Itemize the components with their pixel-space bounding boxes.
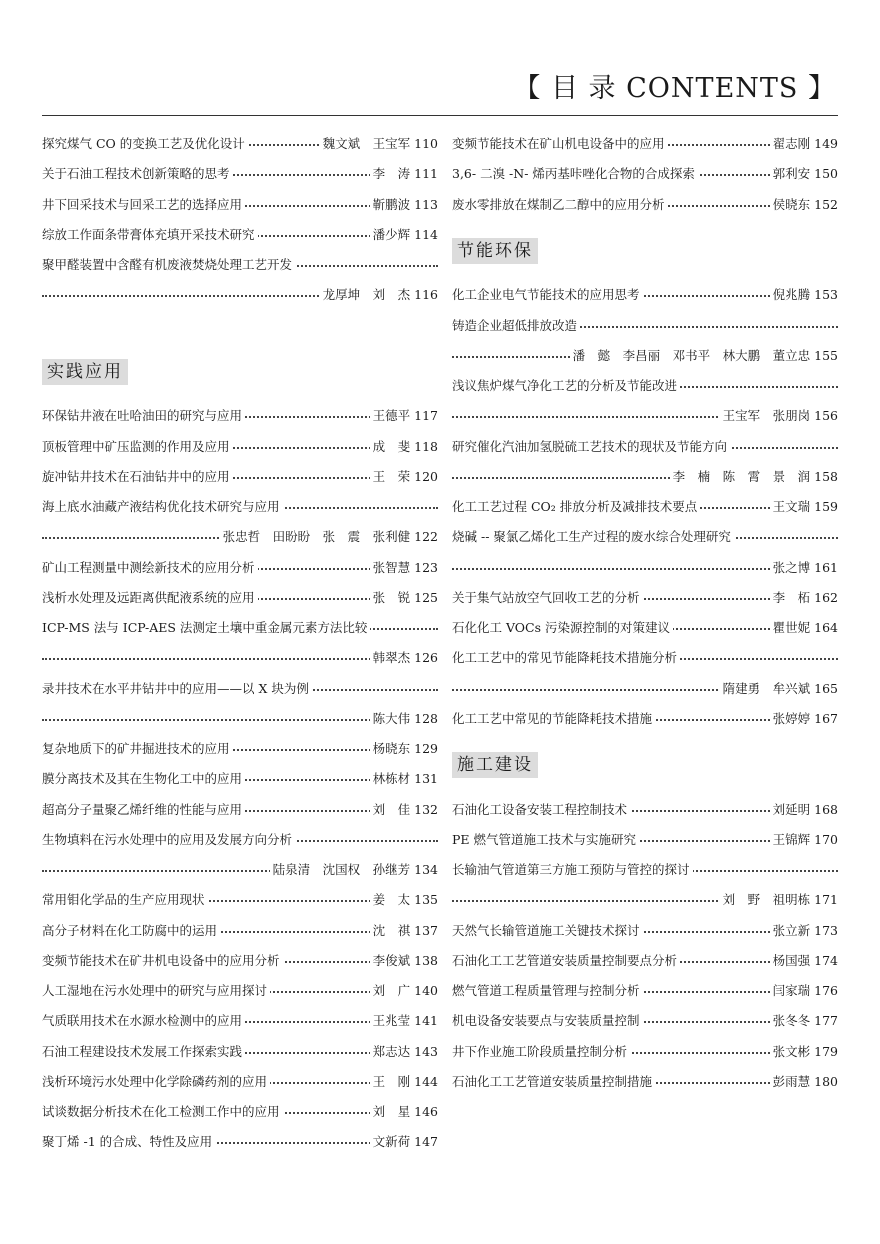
toc-entry[interactable] bbox=[452, 371, 838, 401]
toc-entry[interactable] bbox=[452, 674, 838, 704]
section-heading bbox=[42, 341, 438, 402]
entry-title: 矿山工程测量中测绘新技术的应用分析 bbox=[42, 553, 258, 583]
entry-title: 井下回采技术与回采工艺的选择应用 bbox=[42, 190, 245, 220]
entry-author-page: 倪兆腾 153 bbox=[770, 280, 838, 310]
toc-entry[interactable] bbox=[42, 704, 438, 734]
entry-author-page: 王 刚 144 bbox=[370, 1067, 438, 1097]
entry-author-page: 靳鹏波 113 bbox=[370, 190, 438, 220]
entry-author-page: 张之博 161 bbox=[770, 553, 838, 583]
entry-title: 石油化工工艺管道安装质量控制要点分析 bbox=[452, 946, 680, 976]
entry-title: 变频节能技术在矿山机电设备中的应用 bbox=[452, 129, 668, 159]
toc-entry[interactable] bbox=[452, 946, 838, 976]
toc-entry[interactable] bbox=[42, 855, 438, 885]
entry-author-page: 李俊斌 138 bbox=[370, 946, 438, 976]
entry-author-page: 刘延明 168 bbox=[770, 795, 838, 825]
entry-title: 铸造企业超低排放改造 bbox=[452, 311, 580, 341]
toc-entry[interactable] bbox=[42, 976, 438, 1006]
toc-entry[interactable] bbox=[42, 674, 438, 704]
entry-title: 化工工艺中的常见节能降耗技术措施分析 bbox=[452, 643, 680, 673]
toc-entry[interactable] bbox=[452, 492, 838, 522]
entry-author-page: 魏文斌 王宝军 110 bbox=[320, 129, 438, 159]
entry-title: 海上底水油藏产液结构优化技术研究与应用 bbox=[42, 492, 283, 522]
entry-title: 天然气长输管道施工关键技术探讨 bbox=[452, 916, 643, 946]
toc-entry[interactable] bbox=[42, 220, 438, 250]
entry-author-page: 陈大伟 128 bbox=[370, 704, 438, 734]
entry-title: 长输油气管道第三方施工预防与管控的探讨 bbox=[452, 855, 693, 885]
toc-entry[interactable] bbox=[42, 734, 438, 764]
toc-entry[interactable] bbox=[452, 1006, 838, 1036]
toc-entry[interactable] bbox=[452, 553, 838, 583]
entry-title: 气质联用技术在水源水检测中的应用 bbox=[42, 1006, 245, 1036]
entry-author-page: 瞿世妮 164 bbox=[770, 613, 838, 643]
toc-entry[interactable] bbox=[452, 976, 838, 1006]
entry-title: 试谈数据分析技术在化工检测工作中的应用 bbox=[42, 1097, 283, 1127]
toc-entry[interactable] bbox=[452, 311, 838, 341]
entry-author-page: 张 锐 125 bbox=[370, 583, 438, 613]
entry-title: 超高分子量聚乙烯纤维的性能与应用 bbox=[42, 795, 245, 825]
toc-entry[interactable] bbox=[452, 855, 838, 885]
entry-author-page: 郑志达 143 bbox=[370, 1037, 438, 1067]
entry-author-page: 张智慧 123 bbox=[370, 553, 438, 583]
toc-entry[interactable] bbox=[452, 432, 838, 462]
entry-title: 环保钻井液在吐哈油田的研究与应用 bbox=[42, 401, 245, 431]
toc-entry[interactable] bbox=[42, 401, 438, 431]
toc-entry[interactable] bbox=[452, 916, 838, 946]
entry-author-page: 刘 野 祖明栋 171 bbox=[720, 885, 838, 915]
toc-entry[interactable] bbox=[42, 159, 438, 189]
entry-author-page: 王文瑞 159 bbox=[770, 492, 838, 522]
toc-entry[interactable] bbox=[42, 190, 438, 220]
entry-title: 化工工艺中常见的节能降耗技术措施 bbox=[452, 704, 655, 734]
toc-entry[interactable] bbox=[452, 704, 838, 734]
entry-title: 常用钼化学品的生产应用现状 bbox=[42, 885, 208, 915]
entry-title: 浅析水处理及远距离供配液系统的应用 bbox=[42, 583, 258, 613]
entry-title: 聚丁烯 -1 的合成、特性及应用 bbox=[42, 1127, 215, 1157]
toc-entry[interactable] bbox=[42, 492, 438, 522]
toc-entry[interactable] bbox=[452, 613, 838, 643]
toc-entry[interactable] bbox=[452, 159, 838, 189]
toc-entry[interactable] bbox=[452, 462, 838, 492]
entry-author-page: 张忠哲 田盼盼 张 震 张利健 122 bbox=[220, 522, 438, 552]
toc-entry[interactable] bbox=[42, 583, 438, 613]
toc-entry[interactable] bbox=[42, 462, 438, 492]
toc-column-right bbox=[452, 129, 838, 1097]
toc-entry[interactable] bbox=[42, 1037, 438, 1067]
toc-entry[interactable] bbox=[452, 190, 838, 220]
entry-title: 浅析环境污水处理中化学除磷药剂的应用 bbox=[42, 1067, 270, 1097]
toc-entry[interactable] bbox=[452, 885, 838, 915]
entry-author-page: 侯晓东 152 bbox=[770, 190, 838, 220]
toc-entry[interactable] bbox=[452, 795, 838, 825]
entry-title: 复杂地质下的矿井掘进技术的应用 bbox=[42, 734, 233, 764]
section-label: 施工建设 bbox=[452, 752, 538, 778]
entry-author-page: 姜 太 135 bbox=[370, 885, 438, 915]
toc-entry[interactable] bbox=[42, 916, 438, 946]
entry-author-page: 陆泉清 沈国权 孙继芳 134 bbox=[270, 855, 438, 885]
toc-entry[interactable] bbox=[452, 280, 838, 310]
toc-entry[interactable] bbox=[42, 1127, 438, 1157]
entry-title: 聚甲醛装置中含醛有机废液焚烧处理工艺开发 bbox=[42, 250, 295, 280]
entry-title: 石油工程建设技术发展工作探索实践 bbox=[42, 1037, 245, 1067]
entry-author-page: 韩翠杰 126 bbox=[370, 643, 438, 673]
toc-entry[interactable] bbox=[452, 583, 838, 613]
toc-entry[interactable] bbox=[42, 1067, 438, 1097]
entry-author-page: 王德平 117 bbox=[370, 401, 438, 431]
entry-author-page: 李 涛 111 bbox=[370, 159, 438, 189]
entry-author-page: 闫家瑞 176 bbox=[770, 976, 838, 1006]
toc-entry[interactable] bbox=[452, 1037, 838, 1067]
entry-title: 3,6- 二溴 -N- 烯丙基咔唑化合物的合成探索 bbox=[452, 159, 698, 189]
entry-author-page: 隋建勇 牟兴斌 165 bbox=[720, 674, 838, 704]
section-heading bbox=[452, 220, 838, 281]
entry-title: 膜分离技术及其在生物化工中的应用 bbox=[42, 764, 245, 794]
toc-entry[interactable] bbox=[452, 341, 838, 371]
toc-entry[interactable] bbox=[42, 553, 438, 583]
entry-title: 研究催化汽油加氢脱硫工艺技术的现状及节能方向 bbox=[452, 432, 730, 462]
toc-entry[interactable] bbox=[42, 795, 438, 825]
toc-entry[interactable] bbox=[42, 946, 438, 976]
entry-author-page: 张立新 173 bbox=[770, 916, 838, 946]
entry-title: 生物填料在污水处理中的应用及发展方向分析 bbox=[42, 825, 295, 855]
entry-title: 旋冲钻井技术在石油钻井中的应用 bbox=[42, 462, 233, 492]
toc-entry[interactable] bbox=[42, 432, 438, 462]
entry-author-page: 杨国强 174 bbox=[770, 946, 838, 976]
entry-title: 化工工艺过程 CO₂ 排放分析及减排技术要点 bbox=[452, 492, 700, 522]
entry-title: 高分子材料在化工防腐中的运用 bbox=[42, 916, 220, 946]
entry-author-page: 张冬冬 177 bbox=[770, 1006, 838, 1036]
section-label: 节能环保 bbox=[452, 238, 538, 264]
entry-author-page: 龙厚坤 刘 杰 116 bbox=[320, 280, 438, 310]
entry-author-page: 王宝军 张朋岗 156 bbox=[720, 401, 838, 431]
entry-title: 顶板管理中矿压监测的作用及应用 bbox=[42, 432, 233, 462]
toc-entry[interactable] bbox=[42, 522, 438, 552]
toc-entry[interactable] bbox=[452, 129, 838, 159]
entry-author-page: 王 荣 120 bbox=[370, 462, 438, 492]
entry-author-page: 王锦辉 170 bbox=[770, 825, 838, 855]
entry-author-page: 刘 佳 132 bbox=[370, 795, 438, 825]
entry-title: 燃气管道工程质量管理与控制分析 bbox=[452, 976, 643, 1006]
toc-entry[interactable] bbox=[452, 825, 838, 855]
entry-title: 废水零排放在煤制乙二醇中的应用分析 bbox=[452, 190, 668, 220]
toc-entry[interactable] bbox=[42, 280, 438, 310]
entry-author-page: 张文彬 179 bbox=[770, 1037, 838, 1067]
entry-title: 石化化工 VOCs 污染源控制的对策建议 bbox=[452, 613, 673, 643]
toc-entry[interactable] bbox=[42, 1006, 438, 1036]
entry-author-page: 翟志刚 149 bbox=[770, 129, 838, 159]
contents-heading: 【 目 录 CONTENTS 】 bbox=[513, 73, 836, 104]
entry-author-page: 张婷婷 167 bbox=[770, 704, 838, 734]
toc-entry[interactable] bbox=[452, 643, 838, 673]
entry-title: ICP-MS 法与 ICP-AES 法测定土壤中重金属元素方法比较 bbox=[42, 613, 370, 643]
entry-title: 关于石油工程技术创新策略的思考 bbox=[42, 159, 233, 189]
header-rule bbox=[42, 115, 838, 116]
toc-entry[interactable] bbox=[42, 250, 438, 280]
entry-title: 关于集气站放空气回收工艺的分析 bbox=[452, 583, 643, 613]
entry-author-page: 刘 星 146 bbox=[370, 1097, 438, 1127]
entry-title: 机电设备安装要点与安装质量控制 bbox=[452, 1006, 643, 1036]
entry-title: 录井技术在水平井钻井中的应用——以 X 块为例 bbox=[42, 674, 312, 704]
toc-entry[interactable] bbox=[42, 129, 438, 159]
entry-title: 烧碱 -- 聚氯乙烯化工生产过程的废水综合处理研究 bbox=[452, 522, 734, 552]
toc-entry[interactable] bbox=[42, 613, 438, 643]
entry-author-page: 郭利安 150 bbox=[770, 159, 838, 189]
section-label: 实践应用 bbox=[42, 359, 128, 385]
entry-title: 人工湿地在污水处理中的研究与应用探讨 bbox=[42, 976, 270, 1006]
entry-title: 浅议焦炉煤气净化工艺的分析及节能改进 bbox=[452, 371, 680, 401]
spacer bbox=[42, 311, 438, 341]
entry-author-page: 王兆莹 141 bbox=[370, 1006, 438, 1036]
entry-author-page: 潘 懿 李昌丽 邓书平 林大鹏 董立忠 155 bbox=[570, 341, 838, 371]
entry-author-page: 潘少辉 114 bbox=[370, 220, 438, 250]
entry-title: PE 燃气管道施工技术与实施研究 bbox=[452, 825, 639, 855]
entry-author-page: 李 柘 162 bbox=[770, 583, 838, 613]
entry-author-page: 林栋材 131 bbox=[370, 764, 438, 794]
toc-entry[interactable] bbox=[42, 885, 438, 915]
section-heading bbox=[452, 734, 838, 795]
entry-author-page: 彭雨慧 180 bbox=[770, 1067, 838, 1097]
entry-author-page: 文新荷 147 bbox=[370, 1127, 438, 1157]
entry-title: 探究煤气 CO 的变换工艺及优化设计 bbox=[42, 129, 248, 159]
entry-title: 井下作业施工阶段质量控制分析 bbox=[452, 1037, 630, 1067]
entry-title: 石油化工工艺管道安装质量控制措施 bbox=[452, 1067, 655, 1097]
entry-author-page: 成 斐 118 bbox=[370, 432, 438, 462]
toc-column-left bbox=[42, 129, 438, 1158]
entry-title: 综放工作面条带膏体充填开采技术研究 bbox=[42, 220, 258, 250]
entry-author-page: 刘 广 140 bbox=[370, 976, 438, 1006]
toc-entry[interactable] bbox=[42, 1097, 438, 1127]
toc-entry[interactable] bbox=[42, 764, 438, 794]
entry-author-page: 杨晓东 129 bbox=[370, 734, 438, 764]
entry-author-page: 沈 祺 137 bbox=[370, 916, 438, 946]
entry-title: 变频节能技术在矿井机电设备中的应用分析 bbox=[42, 946, 283, 976]
entry-title: 化工企业电气节能技术的应用思考 bbox=[452, 280, 643, 310]
toc-entry[interactable] bbox=[452, 401, 838, 431]
toc-entry[interactable] bbox=[42, 643, 438, 673]
entry-author-page: 李 楠 陈 霄 景 润 158 bbox=[670, 462, 838, 492]
toc-entry[interactable] bbox=[452, 1067, 838, 1097]
entry-title: 石油化工设备安装工程控制技术 bbox=[452, 795, 630, 825]
toc-entry[interactable] bbox=[452, 522, 838, 552]
toc-entry[interactable] bbox=[42, 825, 438, 855]
